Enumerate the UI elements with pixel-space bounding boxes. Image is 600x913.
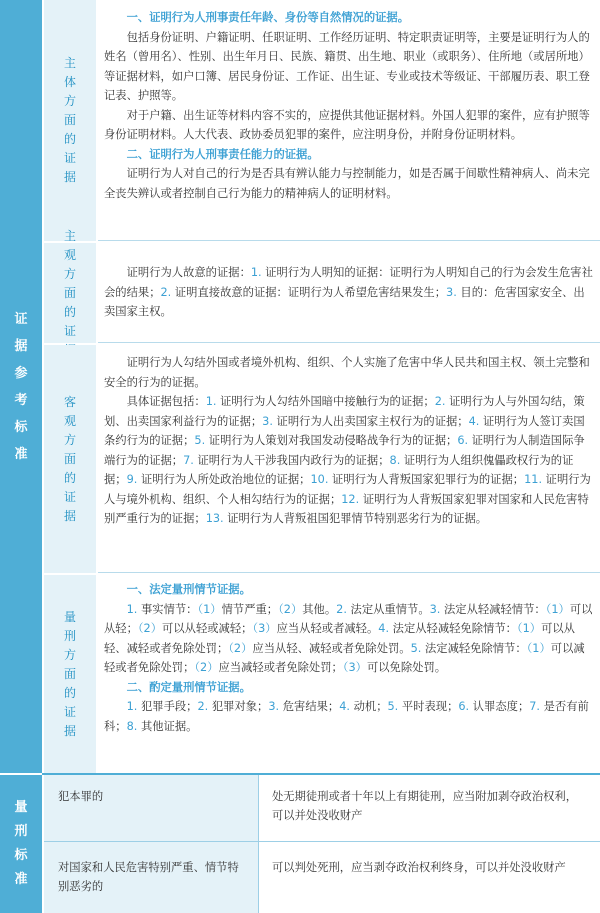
text-fragment: 危害结果； (282, 700, 340, 713)
item-number: 12. (341, 492, 360, 506)
objective-evidence-label-cell (44, 345, 96, 573)
table-cell-penalty: 可以判处死刑，应当剥夺政治权利终身，可以并处没收财产 (272, 861, 566, 874)
text-fragment: 证明行为人制造国际争端行为的证据； (104, 434, 585, 467)
item-number: 7. (183, 453, 194, 467)
text-fragment: 目的：危害国家安全、出卖国家主权。 (104, 285, 585, 318)
sentencing-heading-1: 一、法定量刑情节证据。 (126, 583, 251, 596)
text-fragment: 法定从轻减轻免除情节： (392, 622, 517, 635)
table-cell-penalty: 处无期徒刑或者十年以上有期徒刑，应当附加剥夺政治权利，可以并处没收财产 (272, 790, 578, 822)
text-fragment: 证明行为人背叛国家犯罪行为的证据； (332, 473, 525, 486)
text-fragment: 犯罪手段； (140, 700, 198, 713)
item-number: 1. (126, 602, 138, 616)
table-cell-crime: 犯本罪的 (44, 775, 258, 841)
item-number: 1. (126, 700, 138, 713)
subjective-paragraph (104, 263, 594, 322)
text-fragment: 认罪态度； (472, 700, 530, 713)
item-number: 9. (126, 473, 138, 486)
text-fragment: 应当从轻、减轻或者免除处罚。 (252, 641, 411, 655)
objective-paragraph-2 (104, 392, 594, 529)
sentencing-paragraph-2 (104, 697, 594, 736)
text-fragment: 证明行为人勾结外国暗中接触行为的证据； (220, 395, 435, 408)
item-number: （2） (137, 622, 163, 635)
text-fragment: 证明行为人背叛祖国犯罪情节特别恶劣行为的证据。 (227, 512, 488, 525)
item-number: 1. (250, 266, 262, 279)
subjective-evidence-content (98, 243, 600, 343)
text-fragment: 证明行为人干涉我国内政行为的证据； (197, 453, 390, 467)
item-number: 4. (339, 700, 350, 713)
table-row (44, 842, 600, 913)
sentencing-standard-label-text: 量刑标准 (14, 800, 28, 887)
evidence-standard-label-text: 证据参考标准 (14, 311, 28, 462)
text-fragment: 可以减轻或者免除处罚； (104, 641, 585, 674)
item-number: 5. (194, 434, 206, 447)
text-fragment: 是否有前科； (104, 700, 589, 733)
subject-evidence-content (98, 0, 600, 241)
sentencing-paragraph-1 (104, 600, 594, 678)
item-number: 3. (262, 414, 273, 428)
sentencing-evidence-content (98, 575, 600, 773)
text-fragment: 证明直接故意的证据：证明行为人希望危害结果发生； (174, 285, 447, 299)
objective-paragraph-1: 证明行为人勾结外国或者境外机构、组织、个人实施了危害中华人民共和国主权、领土完整和安全的行为的证据。 (104, 356, 590, 389)
item-number: 4. (378, 622, 390, 635)
item-number: 11. (524, 473, 543, 486)
text-fragment: 法定从轻减轻情节： (444, 602, 546, 616)
text-fragment: 应当从轻或者减轻。 (276, 622, 379, 635)
text-fragment: 其他证据。 (140, 719, 198, 733)
text-fragment: 法定减轻免除情节： (424, 641, 527, 655)
text-fragment: 证明行为人背叛国家犯罪对国家和人民危害特别严重行为的证据； (104, 492, 589, 525)
text-fragment: 平时表现； (401, 700, 459, 713)
text-fragment: 证明行为人策划对我国发动侵略战争行为的证据； (208, 434, 458, 447)
item-number: （1） (526, 641, 551, 655)
subject-paragraph-2: 对于户籍、出生证等材料内容不实的，应提供其他证据材料。外国人犯罪的案件，应有护照等身份证明材料。人大代表、政协委员犯罪的案件，应注明身份，并附身份证明材料。 (104, 108, 590, 141)
item-number: 7. (529, 700, 541, 713)
text-fragment: 犯罪对象； (211, 700, 269, 713)
text-fragment: 证明行为人所处政治地位的证据； (140, 473, 311, 486)
text-fragment: 证明行为人签订卖国条约行为的证据； (104, 414, 585, 447)
evidence-standard-side-label (0, 0, 42, 773)
item-number: （3） (252, 622, 277, 635)
subjective-evidence-label: 主观方面的证 (63, 228, 76, 338)
table-row (44, 775, 600, 841)
item-number: （1） (545, 602, 570, 616)
sentencing-standard-table (44, 775, 600, 913)
item-number: 4. (468, 414, 480, 428)
sentencing-evidence-label-cell (44, 575, 96, 773)
sentencing-evidence-label: 量刑方面的证据 (63, 609, 76, 738)
item-number: （3） (342, 661, 367, 674)
item-number: （1） (197, 602, 222, 616)
text-fragment: 可以从轻； (104, 602, 593, 635)
column-divider (258, 775, 259, 913)
item-number: 3. (429, 602, 441, 616)
item-number: 6. (457, 434, 469, 447)
text-fragment: 证明行为人出卖国家主权行为的证据； (276, 414, 469, 428)
text-fragment: 证明行为人组织傀儡政权行为的证据； (104, 453, 574, 486)
objective-evidence-content (98, 345, 600, 573)
table-cell-crime: 对国家和人民危害特别严重、情节特别恶劣的 (44, 842, 258, 913)
item-number: 3. (446, 285, 457, 299)
item-number: 5. (387, 700, 399, 713)
text-fragment: 可以从轻、减轻或者免除处罚； (104, 622, 575, 655)
item-number: 1. (205, 395, 217, 408)
subjective-evidence-label-cell (44, 228, 96, 343)
subject-paragraph-3: 证明行为人对自己的行为是否具有辨认能力与控制能力，如是否属于间歇性精神病人、尚未完全丧失辨认或者控制自己行为能力的精神病人的证明材料。 (104, 167, 590, 200)
item-number: 2. (434, 395, 446, 408)
sentencing-heading-2: 二、酌定量刑情节证据。 (126, 680, 251, 694)
text-fragment: 动机； (353, 700, 388, 713)
item-number: 6. (458, 700, 470, 713)
text-fragment: 证明行为人故意的证据： (126, 266, 251, 279)
subject-heading-1: 一、证明行为人刑事责任年龄、身份等自然情况的证据。 (126, 11, 410, 24)
item-number: （2） (228, 641, 253, 655)
text-fragment: 情节严重； (221, 602, 279, 616)
subject-paragraph-1: 包括身份证明、户籍证明、任职证明、工作经历证明、特定职责证明等，主要是证明行为人的姓名（曾用名）、性别、出生年月日、民族、籍贯、出生地、职业（或职务）、住所地（或居所地）等证据材料，如户口簿、居民身份证、工作证、出生证、专业或技术等级证、干部履历表、职工登记表、护照等。 (104, 30, 590, 102)
item-number: 2. (160, 285, 172, 299)
subject-evidence-label-cell (44, 0, 96, 241)
item-number: 8. (126, 719, 138, 733)
text-fragment: 证明行为人与境外机构、组织、个人相勾结行为的证据； (104, 473, 591, 506)
item-number: 2. (197, 700, 209, 713)
item-number: （2） (278, 602, 303, 616)
subject-evidence-label: 主体方面的证据 (63, 56, 76, 184)
subject-heading-2: 二、证明行为人刑事责任能力的证据。 (126, 147, 319, 161)
text-fragment: 具体证据包括： (126, 395, 206, 408)
text-fragment: 证明行为人与外国勾结，策划、出卖国家利益行为的证据； (104, 395, 585, 428)
text-fragment: 可以从轻或减轻； (162, 622, 253, 635)
text-fragment: 证明行为人明知的证据：证明行为人明知自己的行为会发生危害社会的结果； (104, 266, 593, 299)
text-fragment: 可以免除处罚。 (366, 661, 447, 674)
text-fragment: 应当减轻或者免除处罚； (218, 661, 343, 674)
item-number: 2. (336, 602, 347, 616)
text-fragment: 事实情节： (140, 602, 198, 616)
objective-evidence-label: 客观方面的证据 (63, 394, 76, 523)
sentencing-standard-side-label (0, 775, 42, 913)
item-number: （1） (516, 622, 542, 635)
item-number: 13. (205, 512, 224, 525)
text-fragment: 其他。 (302, 602, 337, 616)
item-number: 5. (410, 641, 422, 655)
text-fragment: 法定从重情节。 (350, 602, 430, 616)
item-number: （2） (194, 661, 219, 674)
item-number: 3. (268, 700, 280, 713)
item-number: 10. (310, 473, 329, 486)
item-number: 8. (389, 453, 401, 467)
